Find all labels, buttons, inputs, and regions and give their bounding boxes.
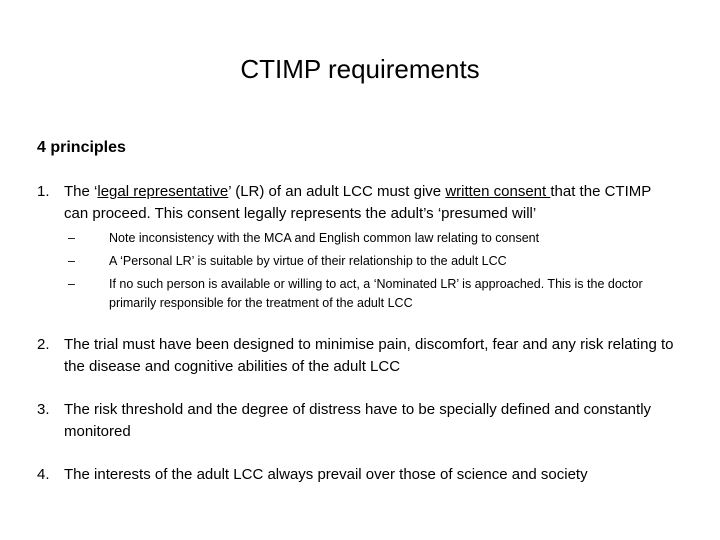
item-number: 2. [37, 336, 50, 353]
item-number: 3. [37, 401, 50, 418]
dash-bullet: – [68, 231, 75, 245]
item-text: The ‘legal representative’ (LR) of an adult LCC must give written consent that the CTIMP can proceed. This consent legally represents the adult’s ‘presumed will’ [64, 183, 651, 222]
sub-item-2 [68, 252, 668, 271]
sub-item-text: A ‘Personal LR’ is suitable by virtue of their relationship to the adult LCC [109, 254, 507, 268]
item-number: 4. [37, 466, 50, 483]
list-item-1 [37, 181, 677, 225]
item-number: 1. [37, 183, 50, 200]
sub-item-3 [68, 275, 668, 313]
sub-item-1 [68, 229, 668, 248]
written-consent-term: written consent [445, 183, 551, 200]
sub-item-text: Note inconsistency with the MCA and English common law relating to consent [109, 231, 540, 245]
slide-title: CTIMP requirements [240, 54, 480, 84]
item-text: The interests of the adult LCC always prevail over those of science and society [64, 466, 588, 483]
list-item-4 [37, 464, 677, 486]
dash-bullet: – [68, 277, 75, 291]
item-text: The trial must have been designed to minimise pain, discomfort, fear and any risk relating to the disease and cognitive abilities of the adult LCC [64, 336, 674, 375]
list-item-3 [37, 399, 677, 443]
sub-item-text: If no such person is available or willing to act, a ‘Nominated LR’ is approached. This is the doctor primarily responsible for the treatment of the adult LCC [109, 277, 643, 310]
item-text: The risk threshold and the degree of distress have to be specially defined and constantly monitored [64, 401, 652, 440]
list-item-2 [37, 334, 677, 378]
subtitle: 4 principles [37, 139, 126, 156]
legal-representative-term: legal representative [97, 183, 229, 200]
dash-bullet: – [68, 254, 75, 268]
